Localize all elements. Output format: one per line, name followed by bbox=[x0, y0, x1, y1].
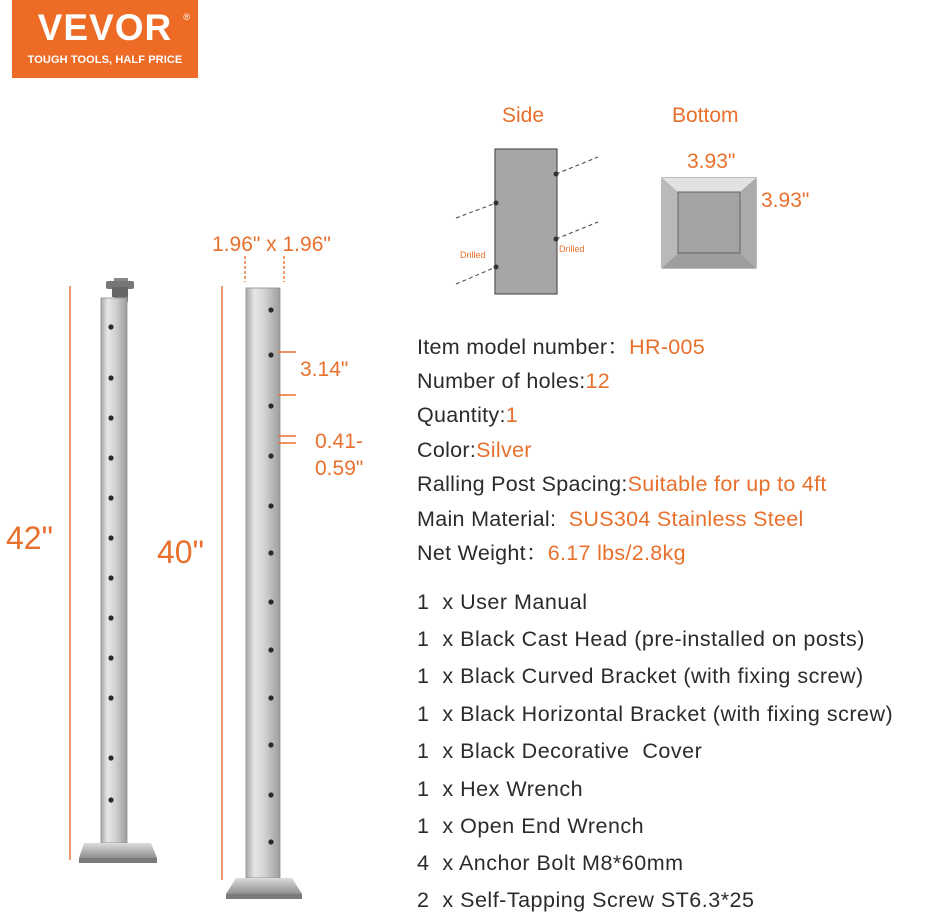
spec-label: Ralling Post Spacing: bbox=[417, 472, 628, 496]
spec-color bbox=[417, 437, 532, 463]
spec-net-weight bbox=[417, 540, 686, 566]
spec-label: Color: bbox=[417, 438, 477, 462]
post-42-with-head bbox=[79, 278, 157, 863]
package-item: 2 x Self-Tapping Screw ST6.3*25 bbox=[417, 888, 755, 912]
vevor-logo bbox=[12, 0, 198, 78]
spec-label: Net Weight： bbox=[417, 541, 548, 565]
spec-value: Silver bbox=[476, 438, 532, 462]
side-view-label: Side bbox=[502, 104, 545, 127]
post-height-dimension: 40" bbox=[157, 534, 204, 570]
post-40 bbox=[226, 288, 302, 899]
logo-brand: VEVOR bbox=[37, 7, 173, 48]
package-item: 1 x Black Decorative Cover bbox=[417, 739, 703, 763]
height-with-head-dimension: 42" bbox=[6, 520, 53, 556]
package-item: 1 x Open End Wrench bbox=[417, 814, 645, 838]
bottom-height-dimension: 3.93" bbox=[761, 189, 810, 212]
spec-value: 12 bbox=[585, 369, 611, 393]
hole-spacing-dimension: 3.14" bbox=[300, 358, 349, 381]
side-view bbox=[456, 149, 598, 294]
hole-size-dimension-line2: 0.59" bbox=[315, 457, 364, 480]
package-item: 4 x Anchor Bolt M8*60mm bbox=[417, 851, 684, 875]
bottom-width-dimension: 3.93" bbox=[687, 150, 736, 173]
spec-value: HR-005 bbox=[629, 335, 706, 359]
spec-value: 1 bbox=[505, 403, 519, 427]
logo-registered-mark: ® bbox=[183, 12, 190, 22]
post-section-dimension: 1.96" x 1.96" bbox=[212, 233, 331, 256]
spec-label: Main Material: bbox=[417, 507, 569, 531]
spec-model-number bbox=[417, 334, 705, 360]
package-item: 1 x Black Horizontal Bracket (with fixing screw) bbox=[417, 702, 894, 726]
spec-number-of-holes bbox=[417, 368, 610, 394]
spec-label: Quantity: bbox=[417, 403, 506, 427]
package-item: 1 x Hex Wrench bbox=[417, 777, 584, 801]
logo-tagline: TOUGH TOOLS, HALF PRICE bbox=[27, 54, 183, 66]
bottom-view-label: Bottom bbox=[672, 104, 739, 127]
package-item: 1 x Black Cast Head (pre-installed on posts) bbox=[417, 627, 865, 651]
hole-size-dimension-line1: 0.41- bbox=[315, 430, 363, 453]
package-item: 1 x Black Curved Bracket (with fixing screw) bbox=[417, 664, 864, 688]
spec-post-spacing bbox=[417, 471, 827, 497]
spec-label: Item model number： bbox=[417, 335, 630, 359]
spec-value: SUS304 Stainless Steel bbox=[568, 507, 804, 531]
spec-value: 6.17 lbs/2.8kg bbox=[547, 541, 686, 565]
spec-label: Number of holes: bbox=[417, 369, 586, 393]
spec-value: Suitable for up to 4ft bbox=[627, 472, 827, 496]
drilled-label-right: Drilled bbox=[559, 244, 585, 254]
drilled-label-left: Drilled bbox=[460, 250, 486, 260]
package-item: 1 x User Manual bbox=[417, 590, 588, 614]
bottom-view bbox=[662, 178, 756, 268]
spec-quantity bbox=[417, 402, 518, 428]
spec-main-material bbox=[417, 506, 804, 532]
